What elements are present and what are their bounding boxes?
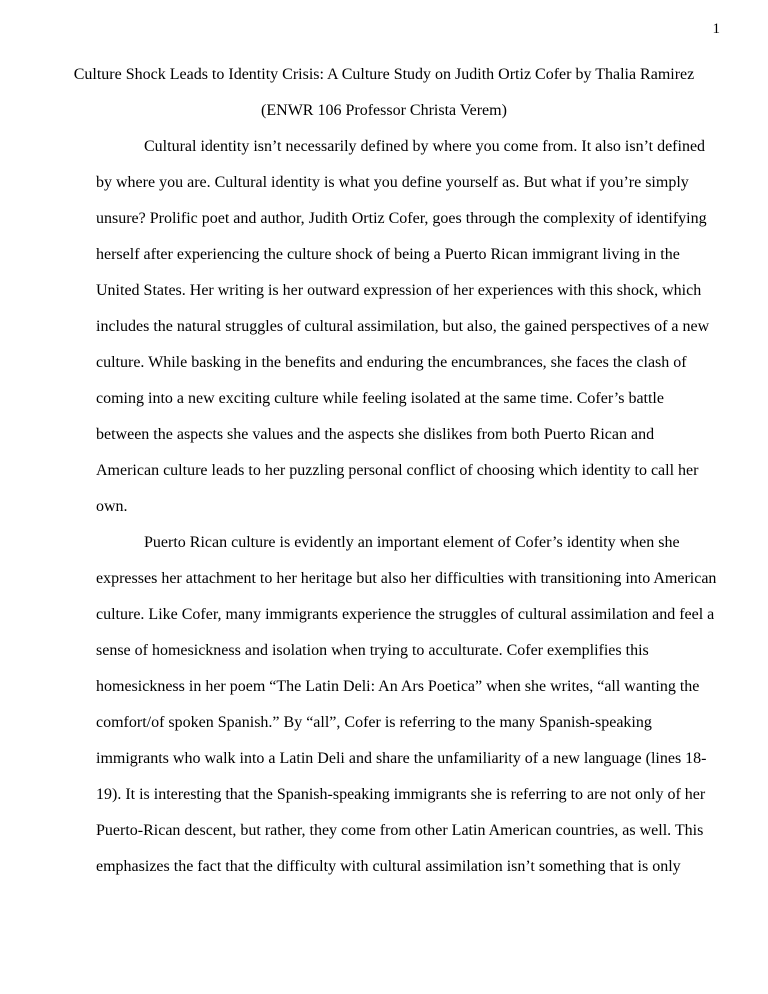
paragraph-line: expresses her attachment to her heritage but also her difficulties with transitioning into American (96, 570, 717, 587)
paragraph-line: Puerto-Rican descent, but rather, they come from other Latin American countries, as well. This (96, 822, 704, 839)
page-number: 1 (712, 21, 720, 37)
paragraph-line: culture. While basking in the benefits and enduring the encumbrances, she faces the clash of (96, 354, 687, 371)
paragraph-line: comfort/of spoken Spanish.” By “all”, Cofer is referring to the many Spanish-speaking (96, 714, 652, 731)
paragraph-line: coming into a new exciting culture while feeling isolated at the same time. Cofer’s battle (96, 390, 664, 407)
paragraph-line: includes the natural struggles of cultural assimilation, but also, the gained perspectives of a new (96, 318, 710, 335)
paragraph-line: immigrants who walk into a Latin Deli and share the unfamiliarity of a new language (lines 18- (96, 750, 707, 767)
paragraph-line: Puerto Rican culture is evidently an important element of Cofer’s identity when she (144, 534, 680, 551)
paragraph-line: unsure? Prolific poet and author, Judith Ortiz Cofer, goes through the complexity of identifying (96, 210, 707, 227)
essay-subtitle: (ENWR 106 Professor Christa Verem) (261, 102, 507, 119)
paragraph-line: American culture leads to her puzzling personal conflict of choosing which identity to call her (96, 462, 699, 479)
paragraph-line: 19). It is interesting that the Spanish-speaking immigrants she is referring to are not only of her (96, 786, 706, 803)
paragraph-line: herself after experiencing the culture shock of being a Puerto Rican immigrant living in the (96, 246, 680, 263)
paragraph-line: Cultural identity isn’t necessarily defined by where you come from. It also isn’t defined (144, 138, 706, 155)
paragraph-line: between the aspects she values and the aspects she dislikes from both Puerto Rican and (96, 426, 655, 443)
paragraph-line: by where you are. Cultural identity is what you define yourself as. But what if you’re simply (96, 174, 689, 191)
paragraph-line: own. (96, 498, 128, 515)
essay-title: Culture Shock Leads to Identity Crisis: A Culture Study on Judith Ortiz Cofer by Thalia Ramirez (73, 66, 695, 83)
paragraph-line: homesickness in her poem “The Latin Deli: An Ars Poetica” when she writes, “all wanting the (96, 678, 700, 695)
paragraph-line: emphasizes the fact that the difficulty with cultural assimilation isn’t something that is only (96, 858, 681, 875)
paragraph-line: sense of homesickness and isolation when trying to acculturate. Cofer exemplifies this (96, 642, 649, 659)
paragraph-line: United States. Her writing is her outward expression of her experiences with this shock, which (96, 282, 702, 299)
paragraph-line: culture. Like Cofer, many immigrants experience the struggles of cultural assimilation and feel a (96, 606, 715, 623)
